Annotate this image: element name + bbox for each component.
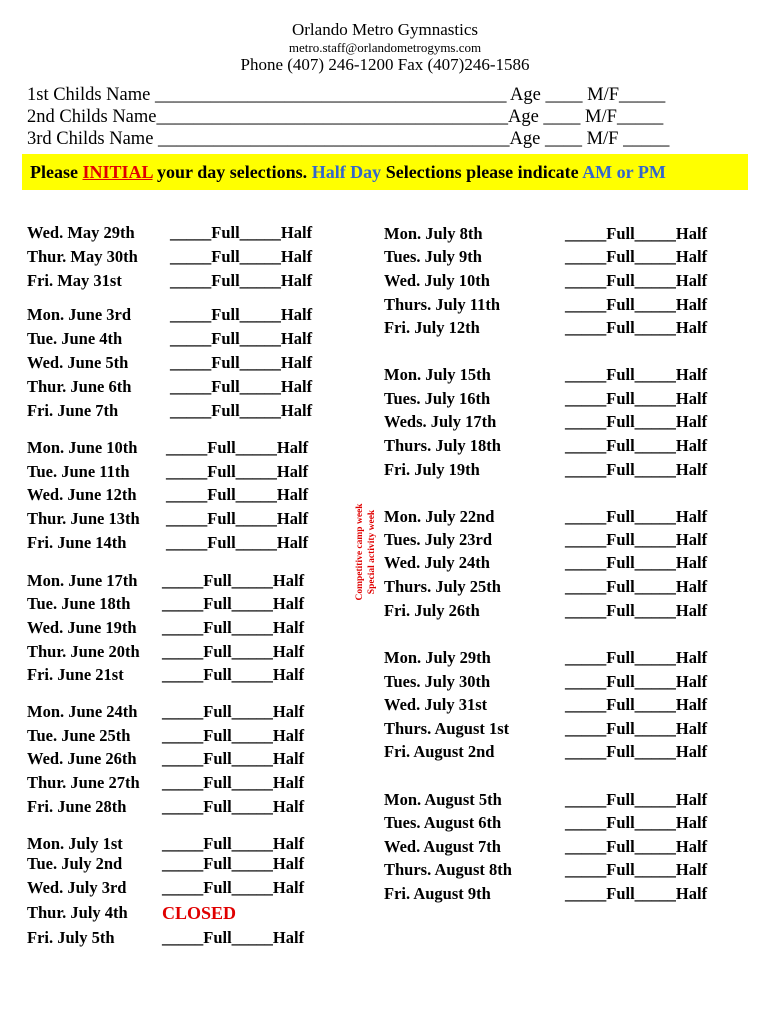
day-label: Tue. June 18th (27, 594, 131, 613)
full-half-selection[interactable]: _____Full_____Half (166, 438, 309, 457)
full-half-selection[interactable]: _____Full_____Half (565, 412, 708, 431)
full-half-selection[interactable]: _____Full_____Half (170, 401, 313, 420)
day-label: Mon. July 22nd (384, 507, 495, 526)
day-label: Thur. May 30th (27, 247, 138, 266)
day-label: Fri. July 5th (27, 928, 115, 947)
banner-text-2: your day selections. (152, 162, 312, 182)
day-label: Wed. August 7th (384, 837, 501, 856)
full-half-selection[interactable]: _____Full_____Half (170, 305, 313, 324)
full-half-selection[interactable]: _____Full_____Half (162, 834, 305, 853)
full-half-selection[interactable]: _____Full_____Half (170, 271, 313, 290)
day-label: Tues. July 16th (384, 389, 491, 408)
full-half-selection[interactable]: _____Full_____Half (565, 224, 708, 243)
closed-label: CLOSED (162, 903, 237, 923)
day-label: Thur. June 20th (27, 642, 140, 661)
day-label: Wed. June 19th (27, 618, 137, 637)
full-half-selection[interactable]: _____Full_____Half (162, 702, 305, 721)
day-label: Mon. July 29th (384, 648, 491, 667)
day-label: Wed. May 29th (27, 223, 135, 242)
full-half-selection[interactable]: _____Full_____Half (162, 642, 305, 661)
full-half-selection[interactable]: _____Full_____Half (565, 507, 708, 526)
day-label: Tue. June 4th (27, 329, 123, 348)
day-label: Mon. July 15th (384, 365, 491, 384)
full-half-selection[interactable]: _____Full_____Half (565, 884, 708, 903)
organization-name: Orlando Metro Gymnastics (291, 20, 479, 39)
day-label: Tue. June 25th (27, 726, 131, 745)
full-half-selection[interactable]: _____Full_____Half (162, 571, 305, 590)
full-half-selection[interactable]: _____Full_____Half (162, 928, 305, 947)
day-label: Weds. July 17th (384, 412, 497, 431)
day-label: Wed. July 10th (384, 271, 490, 290)
banner-half-day: Half Day (311, 162, 382, 182)
full-half-selection[interactable]: _____Full_____Half (565, 530, 708, 549)
day-label: Thur. June 27th (27, 773, 140, 792)
instruction-banner (22, 154, 748, 190)
full-half-selection[interactable]: _____Full_____Half (166, 485, 309, 504)
special-activity-note: Special activity week (367, 509, 377, 595)
full-half-selection[interactable]: _____Full_____Half (162, 665, 305, 684)
day-label: Wed. July 24th (384, 553, 490, 572)
full-half-selection[interactable]: _____Full_____Half (565, 648, 708, 667)
full-half-selection[interactable]: _____Full_____Half (565, 295, 708, 314)
first-child-name-field[interactable]: 1st Childs Name ______________________________________ Age ____ M/F_____ (27, 85, 666, 105)
day-label: Mon. July 1st (27, 834, 123, 853)
full-half-selection[interactable]: _____Full_____Half (565, 672, 708, 691)
day-label: Wed. July 31st (384, 695, 488, 714)
day-label: Mon. June 17th (27, 571, 138, 590)
full-half-selection[interactable]: _____Full_____Half (565, 365, 708, 384)
full-half-selection[interactable]: _____Full_____Half (565, 813, 708, 832)
full-half-selection[interactable]: _____Full_____Half (166, 462, 309, 481)
full-half-selection[interactable]: _____Full_____Half (162, 749, 305, 768)
full-half-selection[interactable]: _____Full_____Half (166, 533, 309, 552)
full-half-selection[interactable]: _____Full_____Half (162, 773, 305, 792)
full-half-selection[interactable]: _____Full_____Half (162, 878, 305, 897)
day-label: Thur. June 6th (27, 377, 132, 396)
full-half-selection[interactable]: _____Full_____Half (565, 271, 708, 290)
day-label: Tues. August 6th (384, 813, 502, 832)
day-label: Wed. June 26th (27, 749, 137, 768)
day-label: Thurs. August 8th (384, 860, 512, 879)
second-child-name-field[interactable]: 2nd Childs Name______________________________________Age ____ M/F_____ (27, 107, 664, 127)
day-label: Wed. June 12th (27, 485, 137, 504)
full-half-selection[interactable]: _____Full_____Half (170, 353, 313, 372)
full-half-selection[interactable]: _____Full_____Half (170, 223, 313, 242)
full-half-selection[interactable]: _____Full_____Half (565, 553, 708, 572)
full-half-selection[interactable]: _____Full_____Half (565, 719, 708, 738)
day-label: Tues. July 9th (384, 247, 482, 266)
day-label: Fri. July 26th (384, 601, 480, 620)
day-label: Fri. August 9th (384, 884, 491, 903)
banner-am-pm: AM or PM (582, 162, 666, 182)
day-label: Thurs. July 11th (384, 295, 500, 314)
day-label: Fri. August 2nd (384, 742, 495, 761)
day-label: Fri. June 28th (27, 797, 127, 816)
full-half-selection[interactable]: _____Full_____Half (162, 797, 305, 816)
day-label: Tue. July 2nd (27, 854, 123, 873)
camp-week-note (354, 503, 378, 600)
full-half-selection[interactable]: _____Full_____Half (166, 509, 309, 528)
day-label: Wed. July 3rd (27, 878, 127, 897)
full-half-selection[interactable]: _____Full_____Half (565, 389, 708, 408)
day-label: Wed. June 5th (27, 353, 129, 372)
full-half-selection[interactable]: _____Full_____Half (565, 860, 708, 879)
full-half-selection[interactable]: _____Full_____Half (565, 695, 708, 714)
full-half-selection[interactable]: _____Full_____Half (170, 377, 313, 396)
banner-text-1: Please (30, 162, 83, 182)
day-label: Fri. May 31st (27, 271, 122, 290)
full-half-selection[interactable]: _____Full_____Half (162, 726, 305, 745)
day-label: Mon. August 5th (384, 790, 502, 809)
full-half-selection[interactable]: _____Full_____Half (162, 854, 305, 873)
competitive-camp-note: Competitive camp week (355, 503, 365, 601)
third-child-name-field[interactable]: 3rd Childs Name ______________________________________Age ____ M/F _____ (27, 129, 670, 149)
day-label: Mon. June 3rd (27, 305, 132, 324)
day-label: Tue. June 11th (27, 462, 130, 481)
day-label: Fri. July 12th (384, 318, 480, 337)
day-label: Mon. June 10th (27, 438, 138, 457)
full-half-selection[interactable]: _____Full_____Half (565, 790, 708, 809)
day-label: Thur. July 4th (27, 903, 128, 922)
full-half-selection[interactable]: _____Full_____Half (565, 742, 708, 761)
day-label: Fri. June 7th (27, 401, 119, 420)
full-half-selection[interactable]: _____Full_____Half (565, 436, 708, 455)
day-label: Fri. June 21st (27, 665, 124, 684)
day-label: Mon. June 24th (27, 702, 138, 721)
day-label: Fri. June 14th (27, 533, 127, 552)
banner-initial-word: INITIAL (82, 162, 153, 182)
full-half-selection[interactable]: _____Full_____Half (565, 577, 708, 596)
full-half-selection[interactable]: _____Full_____Half (162, 618, 305, 637)
full-half-selection[interactable]: _____Full_____Half (170, 247, 313, 266)
day-label: Mon. July 8th (384, 224, 483, 243)
day-label: Tues. July 30th (384, 672, 491, 691)
full-half-selection[interactable]: _____Full_____Half (565, 460, 708, 479)
day-label: Fri. July 19th (384, 460, 480, 479)
full-half-selection[interactable]: _____Full_____Half (170, 329, 313, 348)
banner-text-3: Selections please indicate (381, 162, 583, 182)
full-half-selection[interactable]: _____Full_____Half (565, 318, 708, 337)
full-half-selection[interactable]: _____Full_____Half (565, 601, 708, 620)
full-half-selection[interactable]: _____Full_____Half (162, 594, 305, 613)
full-half-selection[interactable]: _____Full_____Half (565, 837, 708, 856)
contact-phone-fax: Phone (407) 246-1200 Fax (407)246-1586 (240, 55, 530, 74)
day-label: Tues. July 23rd (384, 530, 493, 549)
day-label: Thur. June 13th (27, 509, 140, 528)
day-label: Thurs. August 1st (384, 719, 510, 738)
day-label: Thurs. July 25th (384, 577, 501, 596)
full-half-selection[interactable]: _____Full_____Half (565, 247, 708, 266)
day-label: Thurs. July 18th (384, 436, 501, 455)
contact-email: metro.staff@orlandometrogyms.com (288, 40, 482, 55)
